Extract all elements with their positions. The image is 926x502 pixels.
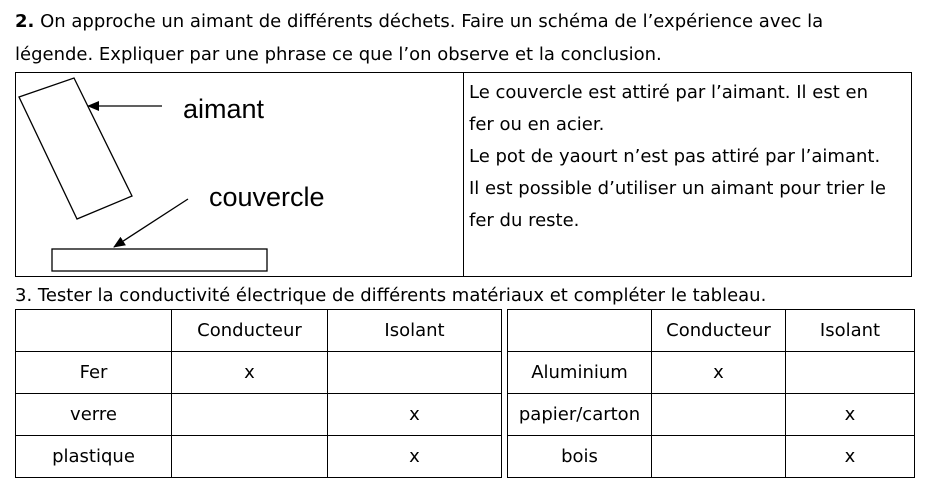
table-cell: Fer — [16, 352, 172, 394]
conclusion-line: fer du reste. — [469, 210, 580, 231]
table-cell: plastique — [16, 436, 172, 478]
conclusion-line: Il est possible d’utiliser un aimant pour trier le — [469, 178, 886, 199]
table-header-cell: Conducteur — [652, 310, 786, 352]
conductivity-table — [15, 309, 915, 478]
lid-arrow — [114, 199, 188, 247]
table-cell: bois — [508, 436, 652, 478]
table-cell: x — [328, 436, 502, 478]
table-header-cell — [508, 310, 652, 352]
table-cell: x — [172, 352, 328, 394]
table-cell — [786, 352, 915, 394]
lid-label: couvercle — [209, 182, 325, 212]
experiment-divider — [463, 73, 464, 276]
conclusion-line: Le pot de yaourt n’est pas attiré par l’aimant. — [469, 146, 881, 167]
table-row — [16, 352, 915, 394]
question-2-number: 2. — [15, 11, 35, 32]
conclusion-text — [469, 77, 909, 237]
table-cell: x — [786, 394, 915, 436]
question-2-text-line2: légende. Expliquer par une phrase ce que l’on observe et la conclusion. — [15, 44, 662, 65]
table-header-row — [16, 310, 915, 352]
table-cell: papier/carton — [508, 394, 652, 436]
table-cell — [328, 352, 502, 394]
question-3: 3. Tester la conductivité électrique de différents matériaux et compléter le tableau. — [15, 285, 767, 306]
table-cell — [172, 436, 328, 478]
table-cell: x — [652, 352, 786, 394]
table-cell: x — [328, 394, 502, 436]
experiment-schema — [16, 73, 463, 276]
table-header-cell: Isolant — [328, 310, 502, 352]
table-row — [16, 436, 915, 478]
table-cell — [652, 394, 786, 436]
table-cell: x — [786, 436, 915, 478]
table-header-cell: Isolant — [786, 310, 915, 352]
magnet-drawing — [19, 78, 132, 219]
conclusion-line: Le couvercle est attiré par l’aimant. Il est en — [469, 82, 868, 103]
table-row — [16, 394, 915, 436]
lid-drawing — [52, 249, 267, 271]
table-header-cell — [16, 310, 172, 352]
question-2 — [15, 5, 915, 71]
table-cell: Aluminium — [508, 352, 652, 394]
table-cell — [172, 394, 328, 436]
question-2-text-line1: On approche un aimant de différents déchets. Faire un schéma de l’expérience avec la — [34, 11, 824, 32]
table-header-cell: Conducteur — [172, 310, 328, 352]
table-cell — [652, 436, 786, 478]
experiment-box — [15, 72, 912, 277]
conclusion-line: fer ou en acier. — [469, 114, 605, 135]
magnet-label: aimant — [183, 94, 265, 124]
table-cell: verre — [16, 394, 172, 436]
